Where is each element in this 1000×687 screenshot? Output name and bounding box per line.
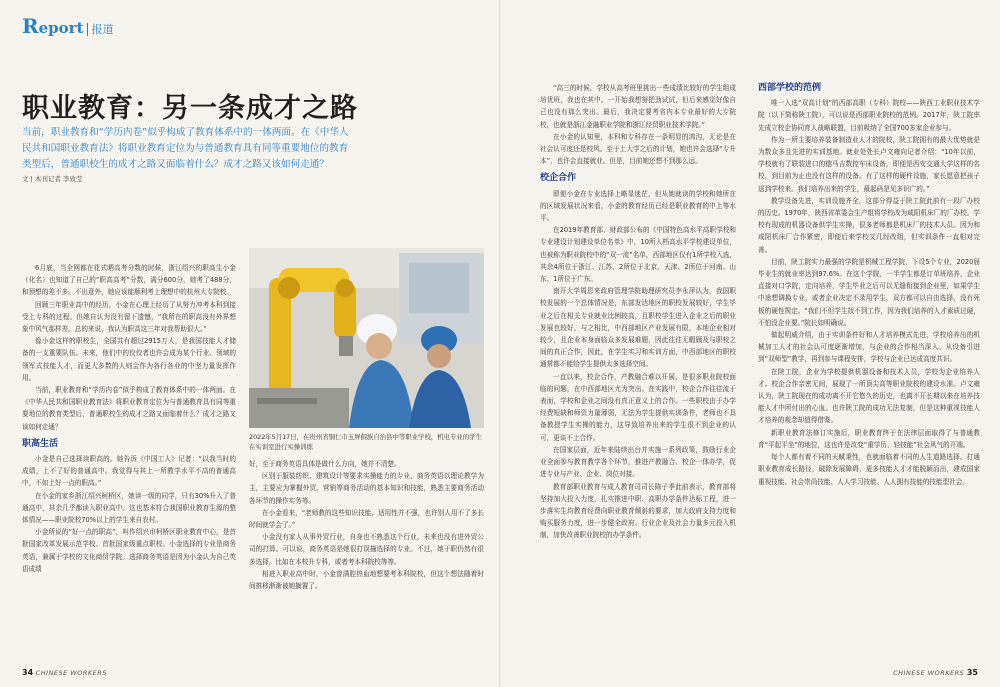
- paragraph: 教育部职业教育与成人教育司司长陈子季此前表示，教育部将坚持加大投入力度，扎实推进中职、高职办学条件达标工程，进一步落实生均教育经费向职业教育倾斜的要求，加大政府支持力度和购买服务力度，进一步健全政府、行业企业及社会力量多元投入机制，加快改善职业院校的办学条件。: [540, 482, 736, 540]
- section-heading: 西部学校的范例: [758, 83, 822, 93]
- right-page-number: [893, 668, 978, 677]
- article-lead: 当前，职业教育和“学历内卷”似乎构成了教育体系中的一体两面。在《中华人民共和国职业教育法》将职业教育定位为与普通教育具有同等重要地位的教育类型后，普通职校生的成才之路又面临着什么？成才之路又该如何走通？: [22, 127, 349, 170]
- magazine-name: CHINESE WORKERS: [35, 669, 107, 677]
- paragraph: 每个人都有着不同的天赋秉性，也就面临着不同的人生道路选择。打通职业教育成长路径，破除发展障碍，更多技能人才才能脱颖而出，建成国家重视技能、社会崇尚技能、人人学习技能、人人拥有技能的技能型社会。: [758, 453, 980, 486]
- byline: 文 | 本刊记者 李致莹: [22, 175, 83, 183]
- right-column-1: [540, 82, 736, 542]
- paragraph: 小金是自己选择读职高的。她告诉《中国工人》记者：“以我当时的成绩，上不了好的普通高中。我觉得与其上一所教学水平不高的普通高中，不如上好一点的职高。”: [22, 455, 236, 488]
- article-photo: [249, 248, 484, 428]
- spine-shadow: [499, 0, 501, 687]
- paragraph: 好，至于商务英语具体是做什么方向，她并不清楚。: [249, 460, 401, 468]
- paragraph: 即便小金在专业选择上略显迷茫，但从她就读的学校和她所在的区域发展状况来看，小金的教育经历已经是职业教育的中上等水平。: [540, 189, 736, 223]
- paragraph: 回顾三年职业高中的经历，小金在心理上经历了从努力冲考本科到接受上专科的过程。但她自认为没有留下遗憾，“我所在的职高没有外界想象中风气那样差。总的来说，我认为职高这三年对我帮助很大。”: [22, 300, 236, 334]
- paragraph: 像小金这样的职校生，全国共有超过2915万人，是我国技能人才储备的一支重要队伍。未来，他们中的佼佼者也许会成为某个行业、领域的领军式技能人才，而更大多数的人则会作为各行各业的中坚力量发挥作用。: [22, 337, 236, 382]
- workshop-photo-illustration: [249, 248, 484, 428]
- paragraph: 唯一入选“双高计划”的西部高职（专科）院校——陕西工业职业技术学院（以下简称陕工院），可以说是西部职业院校的范例。2017年，陕工院率先成立校企协同育人战略联盟，目前吸纳了全国700多家企业参与。: [758, 99, 980, 132]
- paragraph: 一直以来，校企合作，产教融合难以开展，是很多职业院校面临的问题，在中西部地区尤为突出。在实践中，校企合作往往流于表面，学校和企业之间没有真正意义上的合作。一些职校由于办学经费短缺和师资力量薄弱，无法为学生提供实训条件，老师也不具备教授学生实操的能力，这导致培养出来的学生很不到企业的认可，更谈不上合作。: [540, 372, 736, 442]
- right-column-2: [758, 82, 980, 488]
- section-heading: 校企合作: [540, 173, 577, 184]
- paragraph: 区别于服装纺织、建筑设计等要求实操能力的专业，商务英语以理论教学为主，主要应为掌握外贸、营销等商务活动的基本知识和技能，熟悉主要商务活动各环节的操作实务等。: [249, 472, 484, 505]
- paragraph: 做起明威介绍，由于实训条件好和人才培养模式先进，学校培养出的机械加工人才的社会认可度逐渐增加，与企业的合作相当深入。从设备引进到“双师型”教学，再到参与课程安排，学校与企业已达成高度共识。: [758, 331, 980, 364]
- paragraph: “高三的时候，学校从高考班里挑出一些成绩比较好的学生组成培优班，我也在其中。一开始我想努把劲试试，但后来感觉好像自己也没有那么突出。最后，我决定要考省内本专业最好的大专院校，也就是浙江金融职业学院和浙江经贸职业技术学院。”: [540, 84, 736, 129]
- paragraph: 在2019年教育部、财政部公布的《中国特色高水平高职学校和专业建设计划建设单位名单》中，10所入档高水平学校建设单位，也被称为职业院校中的“双一流”名单，西部地区仅有1所学校入选，其余4所位于浙江、江苏、2所位于北京、天津、2所位于河南、山东、1所位于广东。: [540, 226, 736, 284]
- right-page: [500, 0, 1000, 687]
- paragraph: 相进入职业高中时，小金曾满腔热血地想要考本科院校，但这个想法随着时间推移渐渐被她搁置了。: [249, 569, 484, 591]
- photo-caption: 2022年5月17日，在贵州省铜仁市玉屏侗族自治县中等职业学校，机电专业的学生在实训室进行实操训练: [249, 433, 482, 451]
- page-number: 34: [22, 668, 34, 677]
- brand-logo-letter: R: [22, 14, 39, 38]
- magazine-name: CHINESE WORKERS: [893, 669, 965, 677]
- section-heading: 职高生活: [22, 438, 59, 449]
- paragraph: 南开大学周恩来政府管理学院助理研究员李永萍认为，我国职校发展的一个总体情况是，东部发达地区的职校发展较好，学生毕业之后在相关专业就业比例较高，且职校学生进入企业之后的职业发展也较好，与之相比，中西部地区产业发展有限，本地企业相对较少，且企业本身面临众多发展难题，因此往往无暇顾及与职校之间的真正合作，因此，在学生实习和实训方面，中西部地区的职校通常都不能给学生提供太多选择空间。: [540, 287, 736, 369]
- left-column-1: [22, 262, 236, 575]
- paragraph: 在陕工院，企业为学校提供机器设备和技术人员，学校为企业培养人才。校企合作亲密无间，展现了一所顶尖高等职业院校的建设水准。卢文雍认为，陕工院现在的成功离不开它悠久的历史，也离不开长期以来在培养技能人才中所付出的心血。也许陕工院的成功无法复制，但是这种重视技能人才培养的观念却值得借鉴。: [758, 367, 980, 425]
- paragraph: 当前，职业教育和“学历内卷”似乎构成了教育体系中的一体两面。在《中华人民共和国职业教育法》将职业教育定位为与普通教育具有同等重要地位的教育类型后，普通职校生的成才之路又面临着什么？成才之路又该如何走通？: [22, 386, 236, 431]
- paragraph: 小金没有家人从事外贸行业，自身也不熟悉这个行业，未来也没有进外贸公司的打算。可以说，商务英语是她很打误撞选择的专业。不过，她于职仍然有很多选择，比如在本校升专科，或者考本科院校等等。: [249, 533, 484, 566]
- paragraph: 教学设备先进，实训设施齐全，这部分得益于陕工院此前有一段厂办校的历史。1970年，陕西省革委会生产组将学校改为咸阳机床厂的厂办校。学校有现成的机器设备供学生实操，很多老师都是机床厂的技术人员。因为和咸阳机床厂合作紧密，即便后来学校又几经改组，但实训条件一直相对完善。: [758, 196, 980, 254]
- page-number: 35: [966, 668, 978, 677]
- paragraph: 新职业教育法修订实施后，职业教育终于在法律层面取得了与普通教育“平起平坐”的地位，这也许是改变“重学历、轻技能”社会风气的开端。: [758, 428, 980, 449]
- paragraph: 小金所说的“好一点的职高”，叫作绍兴市柯桥区职业教育中心，是首批国家改革发展示范学校、首批国家级重点职校。小金选择的专业是商务英语，兼属于学校的文化商贸学院。选择商务英语是因为小金认为自己英语成绩: [22, 528, 236, 573]
- paragraph: 在国家层面，近年来陆续出台并实施一系列政策，鼓励行业企业全面参与教育教学各个环节，推进产教融合、校企一体办学，促进专业与产业、企业、岗位对接。: [540, 445, 736, 479]
- left-column-2: [249, 458, 484, 592]
- paragraph: 在小金看来，“老师教的这些知识技能，适用性并不强，也许别人用不了多长时间就学会了。”: [249, 508, 484, 530]
- paragraph: 在小金的认知里，本科和专科存在一条明显的鸿沟，无论是在社会认可度还是校风。至于上大学之后的计划，她也许会选择“专升本”，也许会直接就业。但是，目前她还想不到那么远。: [540, 132, 736, 166]
- paragraph: 6月底，当全网都在花式晒高考分数的时候，浙江绍兴的职高生小金（化名）也知道了自己的“职高高考”分数，满分600分，她考了488分，和预想的差不多。不出意外，她应该能顺利考上理想中的杭州大专院校。: [22, 264, 236, 297]
- section-label: 报道: [87, 23, 114, 36]
- report-brand: Report 报道: [22, 14, 114, 38]
- paragraph: 目前，陕工院实力最强的学院是机械工程学院，下设5个专业，2020届毕业生的就业率达到97.6%。在这个学院，一半学生都是订单班培养，企业直接对口学院，定向培养，学生毕业之后可以无缝衔接到企业里，如果学生中途想调换专业，或者企业决定不录用学生，双方都可以自由选择，没有死板的硬性规定。“我们不但学生找不到工作，因为我们培养的人才素质过硬，不怕没企业要。”院长如明确说。: [758, 257, 980, 327]
- paragraph: 作为一所主要培养装备制造业人才的院校，陕工院拥有的最大优势就是为数众多且先进的实训基地。就业处处长卢文雍向记者介绍：“10年以前，学校就有了联装进口的德马吉数控车床设备，即便是西安交通大学这样的名校，到目前为止也没有这样的设备。有了这样的硬件设施，家长愿意把孩子送到学校来。我们培养出来的学生，最起码是见多识广的。”: [758, 135, 980, 193]
- left-page-number: [22, 668, 107, 677]
- paragraph: 在小金的家乡浙江绍兴柯桥区，她读一级的同学，只有30%升入了普通高中，其余几乎都读入职业高中。这也基本符合我国职业教育生源的整体情况——职业院校70%以上的学生来自农村。: [22, 491, 236, 525]
- article-title: 职业教育：另一条成才之路: [22, 93, 358, 124]
